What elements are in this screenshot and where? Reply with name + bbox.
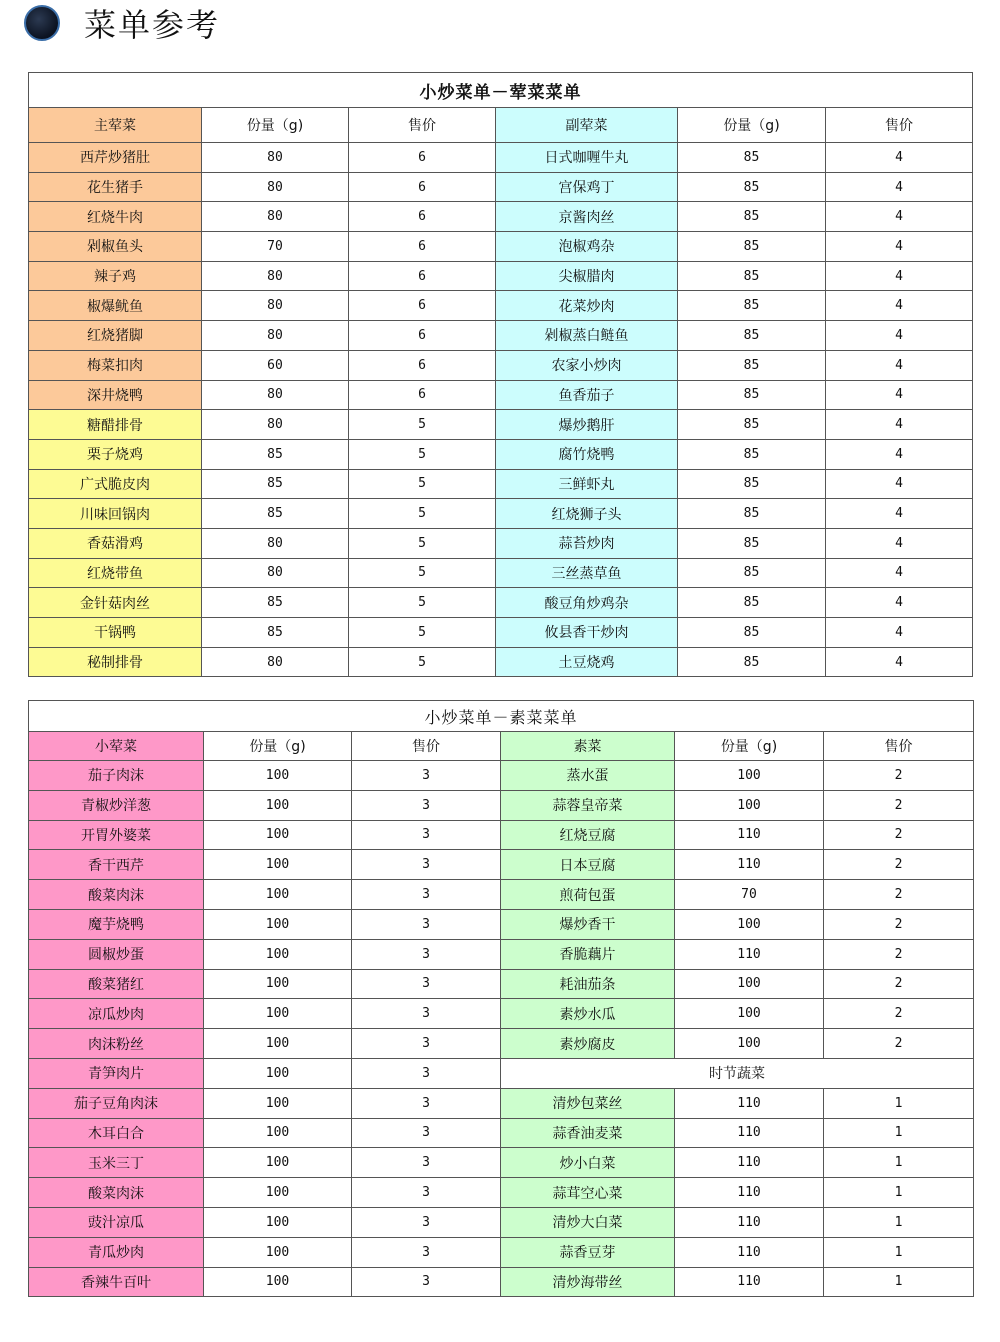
veg-dish-weight: 100 <box>675 909 824 939</box>
main-dish-price: 5 <box>349 499 496 529</box>
table-row <box>29 1237 974 1267</box>
veg-dish-weight: 110 <box>675 820 824 850</box>
side-dish-weight: 85 <box>678 410 826 440</box>
table-row <box>29 232 973 262</box>
main-dish-name: 香菇滑鸡 <box>29 528 202 558</box>
side-dish-price: 4 <box>826 261 973 291</box>
main-dish-weight: 80 <box>202 410 349 440</box>
small-dish-weight: 100 <box>204 939 352 969</box>
veg-dish-price: 1 <box>824 1237 974 1267</box>
small-dish-name: 圆椒炒蛋 <box>29 939 204 969</box>
main-dish-name: 西芹炒猪肚 <box>29 143 202 173</box>
table-row <box>29 1118 974 1148</box>
main-dish-price: 6 <box>349 232 496 262</box>
small-dish-price: 3 <box>352 969 501 999</box>
table-row <box>29 410 973 440</box>
table-row <box>29 380 973 410</box>
main-dish-name: 辣子鸡 <box>29 261 202 291</box>
main-dish-weight: 80 <box>202 291 349 321</box>
main-dish-weight: 85 <box>202 618 349 648</box>
veg-menu-table <box>28 700 974 1297</box>
veg-dish-name: 日本豆腐 <box>501 850 675 880</box>
small-dish-weight: 100 <box>204 880 352 910</box>
header-small-price: 售价 <box>352 732 501 761</box>
header-side-meat: 副荤菜 <box>496 108 678 143</box>
small-dish-price: 3 <box>352 999 501 1029</box>
main-dish-price: 5 <box>349 528 496 558</box>
table-row <box>29 1029 974 1059</box>
header-veg-weight: 份量（g) <box>675 732 824 761</box>
veg-dish-weight: 110 <box>675 850 824 880</box>
header-small-meat: 小荤菜 <box>29 732 204 761</box>
table-row <box>29 588 973 618</box>
main-dish-weight: 85 <box>202 439 349 469</box>
veg-dish-weight: 110 <box>675 1148 824 1178</box>
small-dish-name: 青笋肉片 <box>29 1058 204 1088</box>
small-dish-weight: 100 <box>204 1118 352 1148</box>
veg-dish-name: 爆炒香干 <box>501 909 675 939</box>
side-dish-price: 4 <box>826 558 973 588</box>
small-dish-price: 3 <box>352 790 501 820</box>
side-dish-name: 酸豆角炒鸡杂 <box>496 588 678 618</box>
veg-dish-price: 2 <box>824 909 974 939</box>
veg-dish-price: 2 <box>824 790 974 820</box>
main-dish-name: 红烧猪脚 <box>29 321 202 351</box>
bullet-circle-icon <box>24 5 60 41</box>
side-dish-name: 剁椒蒸白鲢鱼 <box>496 321 678 351</box>
table-row <box>29 850 974 880</box>
veg-dish-price: 1 <box>824 1118 974 1148</box>
main-dish-name: 川味回锅肉 <box>29 499 202 529</box>
main-dish-price: 6 <box>349 291 496 321</box>
small-dish-name: 香干西芹 <box>29 850 204 880</box>
small-dish-weight: 100 <box>204 850 352 880</box>
small-dish-name: 香辣牛百叶 <box>29 1267 204 1297</box>
main-dish-price: 6 <box>349 261 496 291</box>
small-dish-price: 3 <box>352 1267 501 1297</box>
side-dish-name: 鱼香茄子 <box>496 380 678 410</box>
small-dish-weight: 100 <box>204 1207 352 1237</box>
veg-dish-name: 蒜香豆芽 <box>501 1237 675 1267</box>
main-dish-name: 糖醋排骨 <box>29 410 202 440</box>
veg-dish-weight: 110 <box>675 1267 824 1297</box>
veg-dish-name: 蒸水蛋 <box>501 761 675 791</box>
veg-dish-price: 1 <box>824 1178 974 1208</box>
table-row <box>29 350 973 380</box>
main-dish-price: 6 <box>349 321 496 351</box>
small-dish-name: 肉沫粉丝 <box>29 1029 204 1059</box>
veg-dish-name: 耗油茄条 <box>501 969 675 999</box>
side-dish-weight: 85 <box>678 469 826 499</box>
small-dish-weight: 100 <box>204 761 352 791</box>
small-dish-name: 凉瓜炒肉 <box>29 999 204 1029</box>
veg-menu-header-row <box>29 732 974 761</box>
table-row <box>29 291 973 321</box>
small-dish-name: 开胃外婆菜 <box>29 820 204 850</box>
small-dish-weight: 100 <box>204 1058 352 1088</box>
veg-dish-weight: 110 <box>675 939 824 969</box>
small-dish-name: 豉汁凉瓜 <box>29 1207 204 1237</box>
main-dish-name: 剁椒鱼头 <box>29 232 202 262</box>
veg-dish-name: 蒜蓉皇帝菜 <box>501 790 675 820</box>
table-row <box>29 647 973 677</box>
veg-dish-price: 2 <box>824 761 974 791</box>
main-dish-weight: 80 <box>202 528 349 558</box>
veg-dish-weight: 110 <box>675 1237 824 1267</box>
veg-dish-price: 2 <box>824 820 974 850</box>
small-dish-weight: 100 <box>204 1267 352 1297</box>
side-dish-name: 尖椒腊肉 <box>496 261 678 291</box>
main-dish-price: 6 <box>349 143 496 173</box>
small-dish-price: 3 <box>352 1088 501 1118</box>
main-dish-price: 5 <box>349 588 496 618</box>
table-row <box>29 469 973 499</box>
veg-dish-price: 2 <box>824 1029 974 1059</box>
table-row <box>29 172 973 202</box>
side-dish-weight: 85 <box>678 350 826 380</box>
main-dish-name: 干锅鸭 <box>29 618 202 648</box>
table-row <box>29 999 974 1029</box>
small-dish-price: 3 <box>352 1029 501 1059</box>
side-dish-price: 4 <box>826 232 973 262</box>
main-dish-weight: 80 <box>202 261 349 291</box>
meat-menu-title: 小炒菜单－荤菜菜单 <box>29 73 973 108</box>
header-main-weight: 份量（g) <box>202 108 349 143</box>
table-row <box>29 321 973 351</box>
main-dish-weight: 80 <box>202 321 349 351</box>
small-dish-weight: 100 <box>204 790 352 820</box>
small-dish-weight: 100 <box>204 820 352 850</box>
main-dish-name: 红烧牛肉 <box>29 202 202 232</box>
main-dish-price: 6 <box>349 202 496 232</box>
side-dish-price: 4 <box>826 469 973 499</box>
veg-dish-weight: 100 <box>675 761 824 791</box>
side-dish-name: 土豆烧鸡 <box>496 647 678 677</box>
veg-dish-price: 1 <box>824 1207 974 1237</box>
small-dish-name: 茄子豆角肉沫 <box>29 1088 204 1118</box>
side-dish-price: 4 <box>826 410 973 440</box>
veg-dish-price: 2 <box>824 999 974 1029</box>
side-dish-name: 花菜炒肉 <box>496 291 678 321</box>
small-dish-weight: 100 <box>204 1237 352 1267</box>
side-dish-name: 爆炒鹅肝 <box>496 410 678 440</box>
main-dish-weight: 80 <box>202 647 349 677</box>
table-row <box>29 820 974 850</box>
side-dish-weight: 85 <box>678 232 826 262</box>
side-dish-name: 三鲜虾丸 <box>496 469 678 499</box>
table-row <box>29 1058 974 1088</box>
table-row <box>29 1207 974 1237</box>
small-dish-name: 青瓜炒肉 <box>29 1237 204 1267</box>
table-row <box>29 880 974 910</box>
page-title: 菜单参考 <box>84 6 221 44</box>
table-row <box>29 1088 974 1118</box>
side-dish-weight: 85 <box>678 588 826 618</box>
side-dish-weight: 85 <box>678 558 826 588</box>
side-dish-weight: 85 <box>678 499 826 529</box>
table-row <box>29 1267 974 1297</box>
main-dish-weight: 80 <box>202 380 349 410</box>
veg-dish-price: 2 <box>824 969 974 999</box>
veg-dish-weight: 110 <box>675 1118 824 1148</box>
meat-menu-table <box>28 72 973 677</box>
small-dish-weight: 100 <box>204 1178 352 1208</box>
side-dish-weight: 85 <box>678 261 826 291</box>
main-dish-price: 5 <box>349 410 496 440</box>
side-dish-name: 蒜苔炒肉 <box>496 528 678 558</box>
small-dish-name: 酸菜肉沫 <box>29 880 204 910</box>
veg-dish-price: 1 <box>824 1267 974 1297</box>
table-row <box>29 558 973 588</box>
small-dish-name: 魔芋烧鸭 <box>29 909 204 939</box>
small-dish-name: 茄子肉沫 <box>29 761 204 791</box>
small-dish-name: 酸菜猪红 <box>29 969 204 999</box>
main-dish-weight: 60 <box>202 350 349 380</box>
veg-dish-weight: 110 <box>675 1178 824 1208</box>
small-dish-name: 青椒炒洋葱 <box>29 790 204 820</box>
table-row <box>29 1178 974 1208</box>
veg-dish-price: 1 <box>824 1148 974 1178</box>
table-row <box>29 790 974 820</box>
main-dish-weight: 85 <box>202 588 349 618</box>
veg-dish-weight: 70 <box>675 880 824 910</box>
side-dish-weight: 85 <box>678 380 826 410</box>
small-dish-name: 玉米三丁 <box>29 1148 204 1178</box>
page-header <box>24 0 220 46</box>
side-dish-price: 4 <box>826 439 973 469</box>
veg-dish-name: 清炒包菜丝 <box>501 1088 675 1118</box>
small-dish-price: 3 <box>352 1118 501 1148</box>
side-dish-price: 4 <box>826 528 973 558</box>
side-dish-price: 4 <box>826 618 973 648</box>
veg-dish-name: 蒜茸空心菜 <box>501 1178 675 1208</box>
veg-dish-weight: 100 <box>675 969 824 999</box>
table-row <box>29 143 973 173</box>
main-dish-weight: 85 <box>202 499 349 529</box>
side-dish-price: 4 <box>826 172 973 202</box>
side-dish-weight: 85 <box>678 647 826 677</box>
header-side-price: 售价 <box>826 108 973 143</box>
veg-dish-name: 素炒腐皮 <box>501 1029 675 1059</box>
veg-dish-weight: 100 <box>675 1029 824 1059</box>
small-dish-weight: 100 <box>204 909 352 939</box>
table-row <box>29 939 974 969</box>
main-dish-name: 秘制排骨 <box>29 647 202 677</box>
table-row <box>29 761 974 791</box>
small-dish-price: 3 <box>352 909 501 939</box>
side-dish-price: 4 <box>826 647 973 677</box>
small-dish-price: 3 <box>352 939 501 969</box>
veg-menu-title: 小炒菜单－素菜菜单 <box>29 701 974 732</box>
main-dish-name: 椒爆鱿鱼 <box>29 291 202 321</box>
side-dish-name: 日式咖喱牛丸 <box>496 143 678 173</box>
small-dish-price: 3 <box>352 1148 501 1178</box>
main-dish-weight: 80 <box>202 143 349 173</box>
side-dish-weight: 85 <box>678 321 826 351</box>
small-dish-weight: 100 <box>204 969 352 999</box>
veg-dish-name: 红烧豆腐 <box>501 820 675 850</box>
side-dish-name: 宫保鸡丁 <box>496 172 678 202</box>
side-dish-price: 4 <box>826 321 973 351</box>
main-dish-name: 红烧带鱼 <box>29 558 202 588</box>
veg-dish-name: 煎荷包蛋 <box>501 880 675 910</box>
small-dish-price: 3 <box>352 820 501 850</box>
small-dish-weight: 100 <box>204 999 352 1029</box>
main-dish-price: 6 <box>349 380 496 410</box>
small-dish-price: 3 <box>352 1178 501 1208</box>
table-row <box>29 499 973 529</box>
header-main-price: 售价 <box>349 108 496 143</box>
side-dish-weight: 85 <box>678 618 826 648</box>
side-dish-name: 京酱肉丝 <box>496 202 678 232</box>
veg-dish-name: 清炒大白菜 <box>501 1207 675 1237</box>
table-row <box>29 202 973 232</box>
veg-dish-name: 炒小白菜 <box>501 1148 675 1178</box>
side-dish-price: 4 <box>826 350 973 380</box>
header-main-meat: 主荤菜 <box>29 108 202 143</box>
side-dish-price: 4 <box>826 588 973 618</box>
small-dish-name: 酸菜肉沫 <box>29 1178 204 1208</box>
side-dish-name: 腐竹烧鸭 <box>496 439 678 469</box>
main-dish-price: 5 <box>349 439 496 469</box>
veg-dish-weight: 110 <box>675 1088 824 1118</box>
seasonal-vegetables-label: 时节蔬菜 <box>501 1058 974 1088</box>
side-dish-price: 4 <box>826 499 973 529</box>
veg-dish-weight: 100 <box>675 790 824 820</box>
side-dish-weight: 85 <box>678 172 826 202</box>
small-dish-weight: 100 <box>204 1148 352 1178</box>
side-dish-weight: 85 <box>678 202 826 232</box>
table-row <box>29 1148 974 1178</box>
main-dish-name: 金针菇肉丝 <box>29 588 202 618</box>
main-dish-weight: 80 <box>202 202 349 232</box>
veg-dish-name: 清炒海带丝 <box>501 1267 675 1297</box>
main-dish-price: 5 <box>349 618 496 648</box>
main-dish-price: 6 <box>349 350 496 380</box>
small-dish-price: 3 <box>352 1058 501 1088</box>
veg-dish-price: 1 <box>824 1088 974 1118</box>
main-dish-name: 广式脆皮肉 <box>29 469 202 499</box>
main-dish-name: 深井烧鸭 <box>29 380 202 410</box>
side-dish-weight: 85 <box>678 439 826 469</box>
veg-dish-name: 蒜香油麦菜 <box>501 1118 675 1148</box>
side-dish-price: 4 <box>826 143 973 173</box>
header-small-weight: 份量（g) <box>204 732 352 761</box>
side-dish-name: 泡椒鸡杂 <box>496 232 678 262</box>
main-dish-weight: 80 <box>202 558 349 588</box>
table-row <box>29 618 973 648</box>
side-dish-weight: 85 <box>678 528 826 558</box>
side-dish-weight: 85 <box>678 143 826 173</box>
veg-dish-name: 香脆藕片 <box>501 939 675 969</box>
side-dish-name: 红烧狮子头 <box>496 499 678 529</box>
header-side-weight: 份量（g) <box>678 108 826 143</box>
small-dish-price: 3 <box>352 880 501 910</box>
main-dish-name: 花生猪手 <box>29 172 202 202</box>
veg-dish-price: 2 <box>824 850 974 880</box>
small-dish-price: 3 <box>352 850 501 880</box>
side-dish-price: 4 <box>826 380 973 410</box>
table-row <box>29 261 973 291</box>
small-dish-price: 3 <box>352 1207 501 1237</box>
veg-dish-price: 2 <box>824 939 974 969</box>
side-dish-name: 攸县香干炒肉 <box>496 618 678 648</box>
side-dish-name: 农家小炒肉 <box>496 350 678 380</box>
small-dish-price: 3 <box>352 1237 501 1267</box>
main-dish-name: 梅菜扣肉 <box>29 350 202 380</box>
veg-dish-weight: 110 <box>675 1207 824 1237</box>
veg-dish-weight: 100 <box>675 999 824 1029</box>
small-dish-price: 3 <box>352 761 501 791</box>
veg-dish-price: 2 <box>824 880 974 910</box>
small-dish-name: 木耳白合 <box>29 1118 204 1148</box>
small-dish-weight: 100 <box>204 1088 352 1118</box>
veg-dish-name: 素炒水瓜 <box>501 999 675 1029</box>
meat-menu-header-row <box>29 108 973 143</box>
small-dish-weight: 100 <box>204 1029 352 1059</box>
header-veg-price: 售价 <box>824 732 974 761</box>
table-row <box>29 528 973 558</box>
main-dish-price: 5 <box>349 469 496 499</box>
header-vegetable: 素菜 <box>501 732 675 761</box>
table-row <box>29 969 974 999</box>
main-dish-price: 5 <box>349 647 496 677</box>
side-dish-price: 4 <box>826 291 973 321</box>
main-dish-weight: 85 <box>202 469 349 499</box>
main-dish-weight: 70 <box>202 232 349 262</box>
side-dish-price: 4 <box>826 202 973 232</box>
main-dish-weight: 80 <box>202 172 349 202</box>
main-dish-price: 5 <box>349 558 496 588</box>
main-dish-name: 栗子烧鸡 <box>29 439 202 469</box>
table-row <box>29 909 974 939</box>
side-dish-name: 三丝蒸草鱼 <box>496 558 678 588</box>
side-dish-weight: 85 <box>678 291 826 321</box>
table-row <box>29 439 973 469</box>
main-dish-price: 6 <box>349 172 496 202</box>
